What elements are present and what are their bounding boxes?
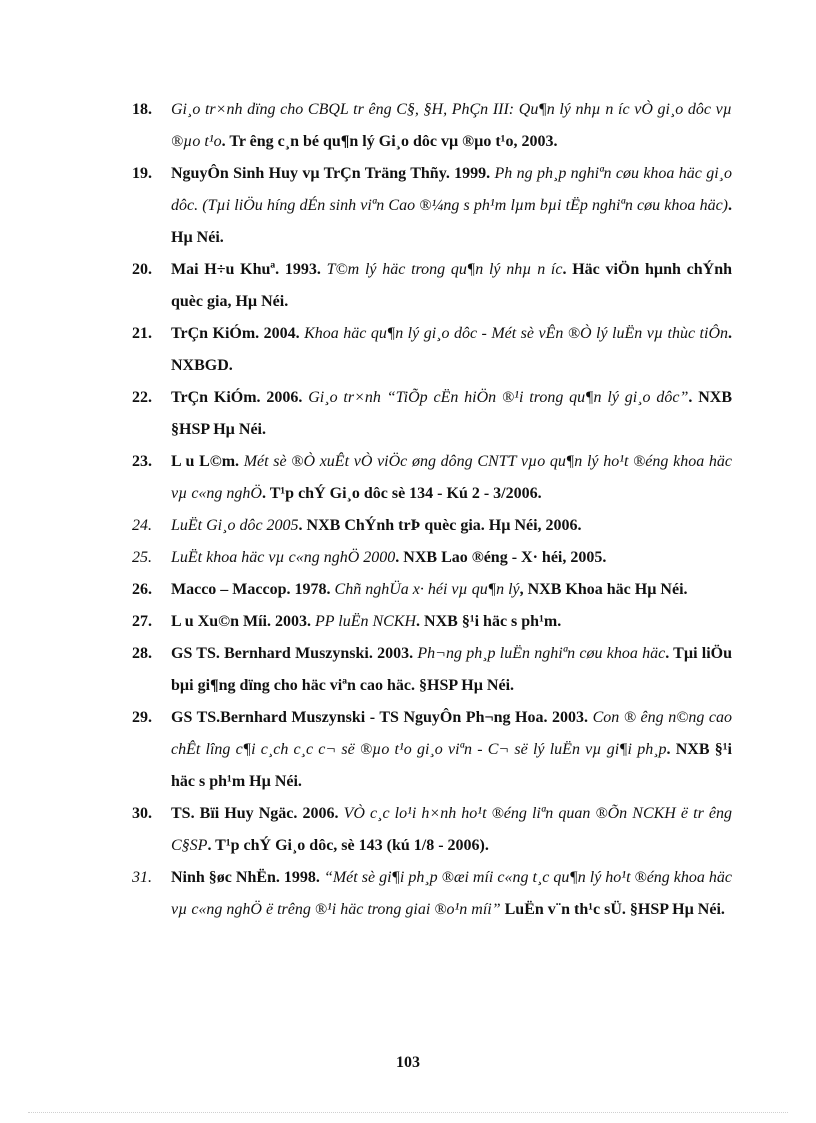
reference-item bbox=[132, 510, 732, 542]
reference-list bbox=[132, 94, 732, 926]
reference-detail: . T¹p chÝ Gi¸o dôc sè 134 - Kú 2 - 3/2006. bbox=[261, 485, 542, 502]
reference-detail: NguyÔn Sinh Huy vµ TrÇn Träng Thñy. 1999. bbox=[171, 165, 495, 182]
reference-text bbox=[171, 798, 732, 862]
page-number: 103 bbox=[396, 1054, 420, 1071]
reference-item bbox=[132, 94, 732, 158]
reference-detail: . NXB §¹i häc s ph¹m Hµ Néi. bbox=[171, 741, 732, 790]
bottom-rule bbox=[28, 1112, 788, 1113]
reference-detail: . NXBGD. bbox=[171, 325, 732, 374]
reference-item bbox=[132, 254, 732, 318]
reference-text bbox=[171, 94, 732, 158]
reference-detail: . Tµi liÖu bµi gi¶ng dïng cho häc viªn cao häc. §HSP Hµ Néi. bbox=[171, 645, 733, 694]
reference-item bbox=[132, 446, 732, 510]
reference-item bbox=[132, 318, 732, 382]
reference-title: Con ® êng n©ng cao chÊt lîng c¶i c¸ch c¸c c¬ së ®µo t¹o gi¸o viªn - C¬ së lý luËn vµ gi¶i ph¸p bbox=[171, 709, 733, 758]
reference-item bbox=[132, 862, 732, 926]
reference-number: 31. bbox=[132, 869, 152, 886]
reference-title: VÒ c¸c lo¹i h×nh ho¹t ®éng liªn quan ®Õn NCKH ë tr êng C§SP bbox=[171, 805, 732, 854]
reference-item bbox=[132, 158, 732, 254]
reference-text bbox=[171, 382, 732, 446]
reference-detail: . NXB §HSP Hµ Néi. bbox=[171, 389, 733, 438]
reference-title: Gi¸o tr×nh dïng cho CBQL tr êng C§, §H, PhÇn III: Qu¶n lý nhµ n íc vÒ gi¸o dôc vµ ®µo t¹o bbox=[171, 101, 732, 150]
reference-number: 20. bbox=[132, 261, 152, 278]
reference-title: Ph¬ng ph¸p luËn nghiªn cøu khoa häc bbox=[417, 645, 666, 662]
reference-text bbox=[171, 638, 732, 702]
reference-detail: . NXB §¹i häc s ph¹m. bbox=[416, 613, 562, 630]
reference-detail: . Hµ Néi. bbox=[171, 197, 732, 246]
reference-detail: Ninh §øc NhËn. 1998. bbox=[171, 869, 324, 886]
reference-detail: LuËn v¨n th¹c sÜ. §HSP Hµ Néi. bbox=[500, 901, 725, 918]
reference-detail: . T¹p chÝ Gi¸o dôc, sè 143 (kú 1/8 - 2006). bbox=[207, 837, 489, 854]
reference-text bbox=[171, 318, 732, 382]
reference-item bbox=[132, 798, 732, 862]
reference-detail: . NXB Lao ®éng - X· héi, 2005. bbox=[395, 549, 607, 566]
reference-text bbox=[171, 158, 732, 254]
reference-title: Khoa häc qu¶n lý gi¸o dôc - Mét sè vÊn ®Ò lý luËn vµ thùc tiÔn bbox=[304, 325, 728, 342]
reference-detail: TrÇn KiÓm. 2004. bbox=[171, 325, 305, 342]
reference-detail: TrÇn KiÓm. 2006. bbox=[171, 389, 309, 406]
reference-title: Chñ nghÜa x· héi vµ qu¶n lý bbox=[334, 581, 520, 598]
reference-detail: . Häc viÖn hµnh chÝnh quèc gia, Hµ Néi. bbox=[171, 261, 732, 310]
reference-detail: Mai H÷u Khuª. 1993. bbox=[171, 261, 327, 278]
reference-number: 25. bbox=[132, 549, 152, 566]
reference-number: 21. bbox=[132, 325, 152, 342]
reference-title: Mét sè ®Ò xuÊt vÒ viÖc øng dông CNTT vµo qu¶n lý ho¹t ®éng khoa häc vµ c«ng nghÖ bbox=[171, 453, 732, 502]
reference-number: 30. bbox=[132, 805, 152, 822]
reference-detail: L u Xu©n Míi. 2003. bbox=[171, 613, 315, 630]
reference-item bbox=[132, 574, 732, 606]
reference-number: 19. bbox=[132, 165, 152, 182]
reference-number: 24. bbox=[132, 517, 152, 534]
reference-item bbox=[132, 542, 732, 574]
reference-detail: . NXB ChÝnh trÞ quèc gia. Hµ Néi, 2006. bbox=[298, 517, 582, 534]
reference-text bbox=[171, 862, 732, 926]
reference-text bbox=[171, 510, 732, 542]
reference-detail: L u L©m. bbox=[171, 453, 244, 470]
reference-title: LuËt Gi¸o dôc 2005 bbox=[171, 517, 299, 534]
reference-number: 28. bbox=[132, 645, 152, 662]
reference-number: 29. bbox=[132, 709, 152, 726]
reference-title: PP luËn NCKH bbox=[314, 613, 417, 630]
reference-text bbox=[171, 542, 732, 574]
reference-number: 22. bbox=[132, 389, 152, 406]
reference-detail: TS. Bïi Huy Ngäc. 2006. bbox=[171, 805, 344, 822]
reference-text bbox=[171, 254, 732, 318]
reference-number: 27. bbox=[132, 613, 152, 630]
reference-title: T©m lý häc trong qu¶n lý nhµ n íc bbox=[326, 261, 563, 278]
reference-detail: GS TS. Bernhard Muszynski. 2003. bbox=[171, 645, 418, 662]
reference-text bbox=[171, 446, 732, 510]
reference-title: Gi¸o tr×nh “TiÕp cËn hiÖn ®¹i trong qu¶n lý gi¸o dôc” bbox=[308, 389, 689, 406]
reference-number: 26. bbox=[132, 581, 152, 598]
reference-detail: . Tr êng c¸n bé qu¶n lý Gi¸o dôc vµ ®µo t¹o, 2003. bbox=[221, 133, 558, 150]
reference-detail: GS TS.Bernhard Muszynski - TS NguyÔn Ph¬ng Hoa. 2003. bbox=[171, 709, 593, 726]
reference-item bbox=[132, 606, 732, 638]
reference-title: LuËt khoa häc vµ c«ng nghÖ 2000 bbox=[171, 549, 396, 566]
reference-number: 23. bbox=[132, 453, 152, 470]
reference-text bbox=[171, 606, 732, 638]
reference-item bbox=[132, 382, 732, 446]
reference-text bbox=[171, 574, 732, 606]
reference-item bbox=[132, 702, 732, 798]
reference-title: “Mét sè gi¶i ph¸p ®æi míi c«ng t¸c qu¶n lý ho¹t ®éng khoa häc vµ c«ng nghÖ ë trêng ®¹i häc trong giai ®o¹n míi” bbox=[171, 869, 733, 918]
reference-title: Ph ng ph¸p nghiªn cøu khoa häc gi¸o dôc. (Tµi liÖu híng dÉn sinh viªn Cao ®¼ng s ph¹m lµm bµi tËp nghiªn cøu khoa häc) bbox=[171, 165, 732, 214]
reference-item bbox=[132, 638, 732, 702]
reference-detail: Macco – Maccop. 1978. bbox=[171, 581, 335, 598]
reference-detail: , NXB Khoa häc Hµ Néi. bbox=[519, 581, 688, 598]
reference-text bbox=[171, 702, 732, 798]
reference-number: 18. bbox=[132, 101, 152, 118]
